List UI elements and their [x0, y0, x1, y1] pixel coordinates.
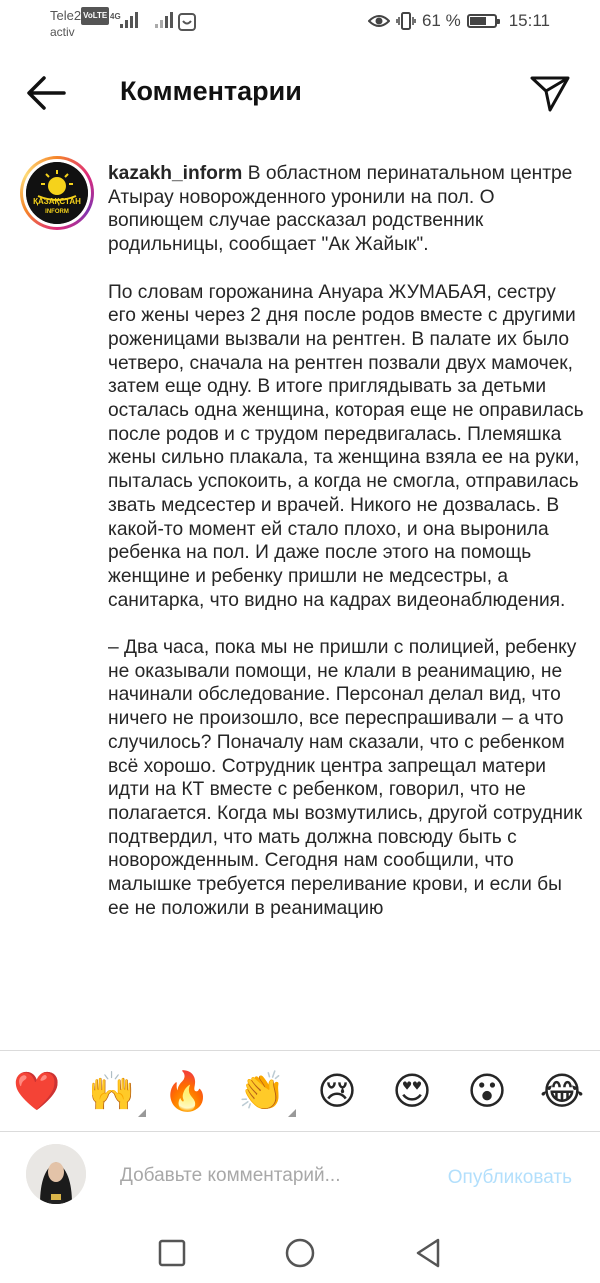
network-type: 4G [110, 12, 121, 21]
recent-apps-button[interactable] [154, 1235, 190, 1271]
battery-icon [467, 14, 497, 28]
header [0, 60, 600, 126]
carrier-sub-label: activ [50, 25, 75, 39]
eye-icon [368, 13, 390, 29]
svg-text:INFORM: INFORM [45, 209, 69, 215]
signal-icon [120, 12, 140, 28]
publish-button[interactable]: Опубликовать [447, 1167, 572, 1188]
page-title: Комментарии [120, 76, 302, 106]
comment-input[interactable] [120, 1161, 420, 1191]
carrier-name [50, 7, 109, 25]
system-nav-bar [0, 1225, 600, 1283]
user-avatar [26, 1144, 86, 1204]
status-right [368, 11, 550, 31]
volte-badge: VoLTE [81, 7, 109, 25]
status-bar [0, 0, 600, 48]
home-button[interactable] [282, 1235, 318, 1271]
comment-composer [0, 1133, 600, 1225]
post-username[interactable]: kazakh_inform [108, 163, 243, 184]
emoji-red-heart[interactable]: ❤️ [13, 1069, 61, 1113]
emoji-quick-bar [0, 1050, 600, 1132]
svg-text:ҚАЗАҚСТАН: ҚАЗАҚСТАН [33, 197, 81, 206]
emoji-crying-face[interactable]: 😢 [317, 1069, 357, 1113]
arrow-left-icon [22, 72, 70, 114]
back-button[interactable] [22, 72, 70, 114]
square-icon [154, 1235, 190, 1271]
back-nav-button[interactable] [410, 1235, 446, 1271]
triangle-back-icon [410, 1235, 446, 1271]
battery-percent: 61 % [421, 11, 461, 30]
caption-text [108, 162, 588, 921]
post-avatar[interactable] [20, 156, 94, 230]
signal-2-icon [155, 12, 175, 28]
emoji-clapping-hands[interactable]: 👏 [238, 1069, 286, 1113]
emoji-fire[interactable]: 🔥 [163, 1069, 211, 1113]
app-notification-icon [178, 13, 196, 31]
vibrate-icon [396, 12, 416, 30]
post-caption [0, 150, 600, 1050]
emoji-raising-hands[interactable]: 🙌 [88, 1069, 136, 1113]
kazinform-logo [26, 162, 88, 224]
direct-share-button[interactable] [528, 71, 572, 115]
emoji-heart-eyes[interactable]: 😍 [392, 1069, 432, 1113]
clock: 15:11 [508, 11, 550, 30]
emoji-tears-of-joy[interactable]: 😂 [539, 1069, 585, 1113]
circle-icon [282, 1235, 318, 1271]
caption-body: В областном перинатальном центре Атырау новорожденного уронили на пол. О вопиющем случае рассказал родственник родильницы, сообщает "Ак Жайык". По словам горожанина Ануара ЖУМАБАЯ, сестру его жены через 2 дня после родов вместе с другими роженицами вызвали на рентген. В палате их было четверо, сначала на рентген позвали двух мамочек, затем еще одну. В итоге приглядывать за детьми осталась одна женщина, которая еще не оправилась после родов и с трудом передвигалась. Племяшка жены сильно плакала, та женщина взяла ее на руки, пыталась успокоить, а когда не смогла, отправилась звать медсестер и врачей. Никого не дозвалась. В какой-то момент ей стало плохо, и она выронила ребенка на пол. И даже после этого на помощь женщине и ребенку пришли не медсестры, а санитарка, что видно на кадрах видеонаблюдения. – Два часа, пока мы не пришли с полицией, ребенку не оказывали помощи, не клали в реанимацию, не начинали обследование. Персонал делал вид, что ничего не произошло, все переспрашивали – а что случилось? Поначалу нам сказали, что с ребенком всё хорошо. Сотрудник центра запрещал матери идти на КТ вместе с ребенком, говорил, что не полагается. Когда мы возмутились, другой сотрудник подтвердил, что мать должна повсюду быть с новорожденным. Сегодня нам сообщили, что малышке требуется переливание крови, и если бы ее не положили в реанимацию [108, 163, 584, 919]
emoji-astonished-face[interactable]: 😮 [467, 1069, 507, 1113]
carrier-label: Tele2 [50, 8, 82, 23]
paper-plane-icon [528, 71, 572, 115]
